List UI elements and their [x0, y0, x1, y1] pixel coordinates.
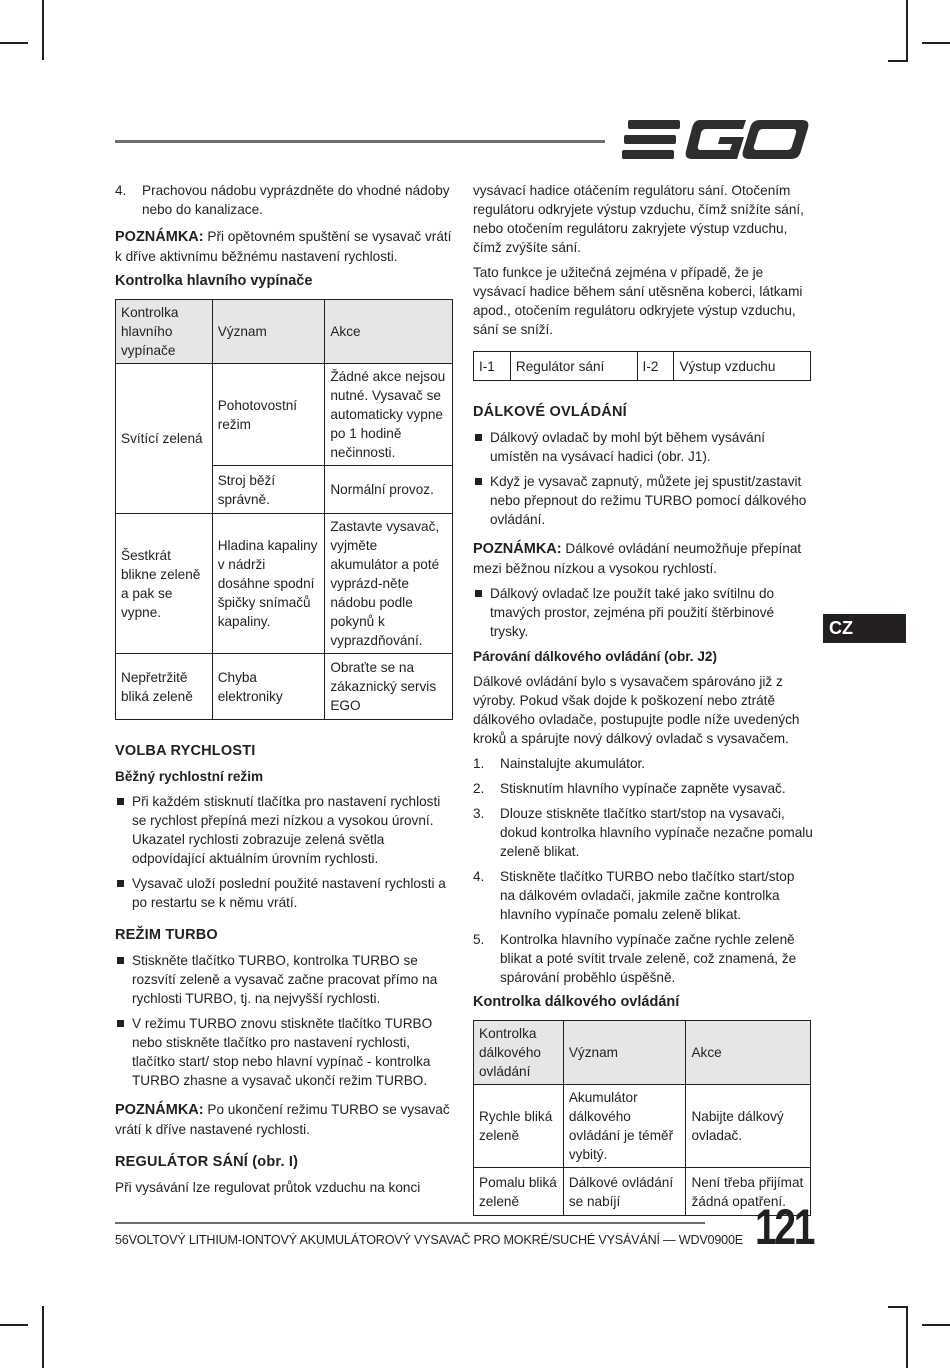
table-cell: Žádné akce nejsou nutné. Vysavač se automaticky vypne po 1 hodině nečinnosti. [325, 364, 453, 466]
table-header: Akce [686, 1021, 811, 1085]
table-cell: Nabijte dálkový ovladač. [686, 1085, 811, 1168]
section-heading: VOLBA RYCHLOSTI [115, 743, 256, 759]
paragraph: Dálkové ovládání bylo s vysavačem spárováno již z výroby. Pokud však dojde k poškození nebo ztrátě dálkového ovladače, postupujte podle níže uvedených kroků a spárujte nový dálkový ovladač s vysavačem. [473, 674, 800, 746]
table-cell: Nepřetržitě bliká zeleně [116, 654, 213, 720]
legend-key: I-2 [637, 352, 674, 381]
crop-mark [888, 60, 908, 62]
list-text: Stisknutím hlavního vypínače zapněte vysavač. [500, 781, 786, 796]
table-row [474, 1085, 811, 1168]
section-heading: REŽIM TURBO [115, 927, 218, 943]
page-number: 121 [755, 1199, 814, 1255]
table-header: Význam [212, 300, 325, 364]
table-cell: Hladina kapaliny v nádrži dosáhne spodní špičky snímačů kapaliny. [212, 514, 325, 654]
table-cell: Chyba elektroniky [212, 654, 325, 720]
footer-rule [115, 1222, 705, 1224]
note [473, 539, 813, 578]
subsection-heading: Běžný rychlostní režim [115, 769, 264, 784]
list-item [473, 867, 813, 924]
crop-mark [906, 0, 908, 60]
table-header: Akce [325, 300, 453, 364]
table-cell: Není třeba přijímat žádná opatření. [686, 1168, 811, 1216]
table-row [474, 352, 811, 381]
bullet-text: Vysavač uloží poslední použité nastavení rychlosti a po restartu se k němu vrátí. [132, 876, 446, 910]
bullet-text: Když je vysavač zapnutý, můžete jej spustit/zastavit nebo přepnout do režimu TURBO pomocí dálkového ovládání. [490, 474, 807, 527]
crop-mark [0, 42, 28, 44]
bullet-text: V režimu TURBO znovu stiskněte tlačítko TURBO nebo stiskněte tlačítko pro nastavení rychlosti, tlačítko start/ stop nebo hlavní vypínač - kontrolka TURBO zhasne a vysavač ukončí režim TURBO. [132, 1016, 433, 1088]
crop-mark [922, 1324, 950, 1326]
crop-mark [888, 1306, 908, 1308]
legend-key: I-1 [474, 352, 511, 381]
section-heading: Kontrolka hlavního vypínače [115, 273, 313, 289]
list-item [473, 804, 813, 861]
table-cell: Obraťte se na zákaznický servis EGO [325, 654, 453, 720]
bullet-item [115, 951, 455, 1008]
subsection-heading: Párování dálkového ovládání (obr. J2) [473, 649, 718, 664]
footer-text: 56VOLTOVÝ LITHIUM-IONTOVÝ AKUMULÁTOROVÝ VYSAVAČ PRO MOKRÉ/SUCHÉ VYSÁVÁNÍ — WDV0900E [115, 1233, 743, 1247]
header-rule [115, 140, 605, 143]
table-cell: Svítící zelená [116, 364, 213, 514]
bullet-item [473, 472, 813, 529]
section-heading: REGULÁTOR SÁNÍ (obr. I) [115, 1154, 299, 1170]
bullet-icon [117, 1020, 124, 1027]
bullet-icon [475, 478, 482, 485]
remote-indicator-table [473, 1020, 811, 1216]
table-cell: Pomalu bliká zeleně [474, 1168, 564, 1216]
steps-list [473, 754, 813, 987]
list-item [473, 930, 813, 987]
table-cell: Normální provoz. [325, 466, 453, 514]
paragraph: Při vysávání lze regulovat průtok vzduchu na konci [115, 1180, 421, 1195]
table-header: Kontrolka hlavního vypínače [116, 300, 213, 364]
list-number: 2. [473, 781, 485, 796]
bullet-item [115, 874, 455, 912]
crop-mark [922, 42, 950, 44]
list-item [473, 754, 813, 773]
table-row [116, 514, 453, 654]
bullet-item [473, 428, 813, 466]
bullet-icon [117, 957, 124, 964]
legend-value: Výstup vzduchu [674, 352, 811, 381]
crop-mark [42, 0, 44, 60]
list-text: Kontrolka hlavního vypínače začne rychle zeleně blikat a poté svítit trvale zeleně, což znamená, že spárování proběhlo úspěšně. [500, 932, 797, 985]
figure-legend-table [473, 351, 811, 381]
table-cell: Stroj běží správně. [212, 466, 325, 514]
list-number: 3. [473, 806, 485, 821]
bullet-icon [475, 434, 482, 441]
bullet-text: Dálkový ovladač by mohl být během vysávání umístěn na vysávací hadici (obr. J1). [490, 430, 766, 464]
list-text: Nainstalujte akumulátor. [500, 756, 646, 771]
list-number: 1. [473, 756, 485, 771]
bullet-text: Při každém stisknutí tlačítka pro nastavení rychlosti se rychlost přepíná mezi nízkou a vysokou úrovní. Ukazatel rychlosti zobrazuje zelená světla odpovídající aktuálním úrovním rychlosti. [132, 794, 441, 866]
table-row [116, 654, 453, 720]
table-cell: Rychle bliká zeleně [474, 1085, 564, 1168]
table-cell: Šestkrát blikne zeleně a pak se vypne. [116, 514, 213, 654]
bullet-item [115, 792, 455, 868]
table-header: Kontrolka dálkového ovládání [474, 1021, 564, 1085]
bullet-icon [475, 590, 482, 597]
table-cell: Pohotovostní režim [212, 364, 325, 466]
list-item [115, 181, 455, 219]
list-item [473, 779, 813, 798]
list-number: 4. [115, 183, 127, 198]
left-column [115, 181, 455, 1203]
paragraph: Tato funkce je užitečná zejména v případě, že je vysávací hadice během sání utěsněna koberci, látkami apod., otočením regulátoru odkryjete výstup vzduchu, sání se sníží. [473, 265, 803, 337]
language-tab: CZ [823, 614, 906, 643]
table-cell: Akumulátor dálkového ovládání je téměř vybitý. [563, 1085, 686, 1168]
main-indicator-table [115, 299, 453, 720]
table-header: Význam [563, 1021, 686, 1085]
section-heading: Kontrolka dálkového ovládání [473, 994, 680, 1010]
list-text: Stiskněte tlačítko TURBO nebo tlačítko start/stop na dálkovém ovladači, jakmile začne kontrolka hlavního vypínače pomalu zeleně blikat. [500, 869, 795, 922]
note [115, 1100, 455, 1139]
bullet-icon [117, 880, 124, 887]
crop-mark [0, 1324, 28, 1326]
right-column [473, 181, 813, 1216]
bullet-icon [117, 798, 124, 805]
table-header-row [474, 1021, 811, 1085]
table-row [116, 364, 453, 466]
bullet-item [115, 1014, 455, 1090]
bullet-text: Dálkový ovladač lze použít také jako svítilnu do tmavých prostor, zejména při použití štěrbinové trysky. [490, 586, 775, 639]
note-text: Dálkové ovládání neumožňuje přepínat mezi běžnou nízkou a vysokou rychlostí. [473, 541, 802, 576]
section-heading: DÁLKOVÉ OVLÁDÁNÍ [473, 404, 627, 420]
note [115, 227, 455, 266]
ego-logo [622, 118, 810, 162]
list-number: 5. [473, 932, 485, 947]
bullet-text: Stiskněte tlačítko TURBO, kontrolka TURBO se rozsvítí zeleně a vysavač začne pracovat přímo na rychlosti TURBO, tj. na nejvyšší rychlosti. [132, 953, 438, 1006]
note-label: POZNÁMKA: [115, 229, 204, 245]
note-text: Po ukončení režimu TURBO se vysavač vrátí k dříve nastavené rychlosti. [115, 1102, 450, 1137]
table-header-row [116, 300, 453, 364]
crop-mark [906, 1306, 908, 1368]
list-number: 4. [473, 869, 485, 884]
note-label: POZNÁMKA: [115, 1102, 204, 1118]
legend-value: Regulátor sání [510, 352, 637, 381]
list-text: Prachovou nádobu vyprázdněte do vhodné nádoby nebo do kanalizace. [142, 183, 450, 217]
table-cell: Zastavte vysavač, vyjměte akumulátor a poté vyprázd-něte nádobu podle pokynů k vyprazdňování. [325, 514, 453, 654]
bullet-item [473, 584, 813, 641]
list-text: Dlouze stiskněte tlačítko start/stop na vysavači, dokud kontrolka hlavního vypínače nezačne pomalu zeleně blikat. [500, 806, 813, 859]
crop-mark [42, 1306, 44, 1368]
paragraph: vysávací hadice otáčením regulátoru sání. Otočením regulátoru odkryjete výstup vzduchu, čímž snížíte sání, nebo otočením regulátoru zakryjete výstup vzduchu, čímž zvýšíte sání. [473, 183, 804, 255]
note-text: Při opětovném spuštění se vysavač vrátí k dříve aktivnímu běžnému nastavení rychlosti. [115, 229, 452, 264]
note-label: POZNÁMKA: [473, 541, 562, 557]
table-cell: Dálkové ovládání se nabíjí [563, 1168, 686, 1216]
